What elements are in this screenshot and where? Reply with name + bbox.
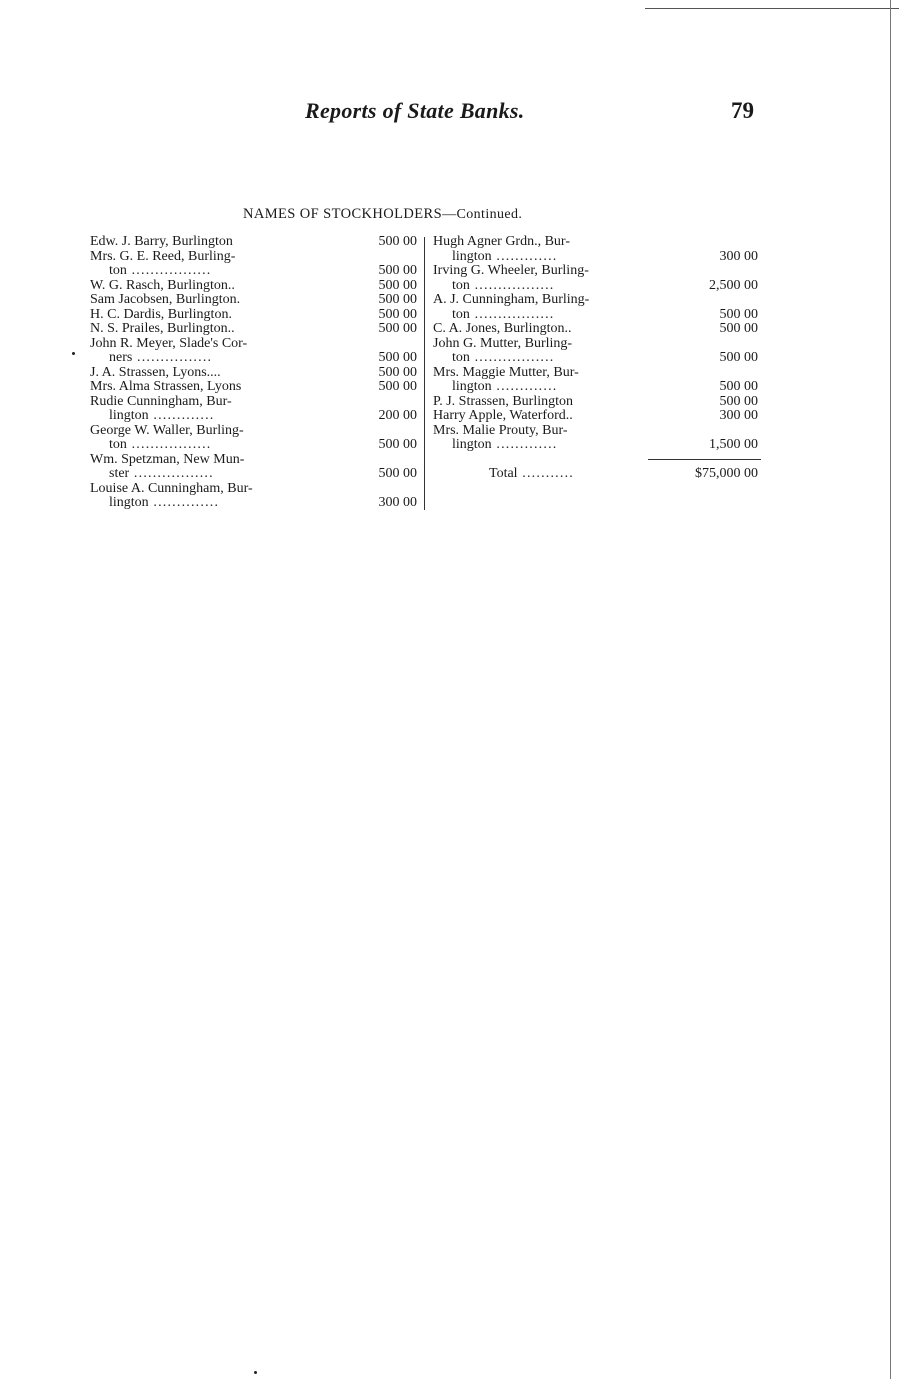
stockholder-row [90,308,420,323]
stockholder-row [90,235,420,250]
stockholder-row [433,264,763,279]
stockholder-name [433,264,589,279]
stockholder-name-text: lington [452,379,492,394]
stockholder-name [90,453,244,468]
page-number: 79 [731,98,754,123]
stockholder-name [90,322,235,337]
dot-leader: ................. [126,437,212,452]
stockholder-row [433,293,763,308]
stockholder-row [90,438,420,453]
print-speck [72,352,75,355]
stockholder-name-text: Sam Jacobsen, Burlington. [90,292,241,307]
dot-leader: ................. [129,466,214,481]
stockholder-name [433,235,570,250]
stockholder-name-text: Harry Apple, Waterford.. [433,408,573,423]
page-edge-right [890,0,891,1379]
total-row [433,467,763,482]
stockholder-name [452,279,555,294]
stockholder-name [433,424,568,439]
stockholder-row [433,235,763,250]
stockholder-row [433,380,763,395]
stockholder-name [433,366,579,381]
stock-amount: 500 00 [378,292,417,307]
stockholder-row [90,467,420,482]
stockholder-name-text: Mrs. Alma Strassen, Lyons [90,379,242,394]
stock-amount: 500 00 [719,393,758,409]
stockholder-name-text: lington [109,495,149,510]
stockholder-name [90,279,235,294]
total-label [489,467,574,482]
stock-amount: 300 00 [719,248,758,264]
stockholder-row [90,351,420,366]
stock-amount: 1,500 00 [709,437,758,452]
stock-amount: 500 00 [378,466,417,481]
dot-leader: .............. [148,495,220,510]
stockholder-name-text: lington [109,408,149,423]
stockholder-name-text: Mrs. Maggie Mutter, Bur- [433,364,579,380]
stockholder-name [452,351,555,366]
stockholder-name [109,438,212,453]
stockholder-name-text: Mrs. Malie Prouty, Bur- [433,422,568,438]
stockholder-row [433,279,763,294]
stockholder-row [90,453,420,468]
stockholder-row [433,409,763,424]
stockholder-name-text: Louise A. Cunningham, Bur- [90,480,253,496]
stock-amount: 2,500 00 [709,277,758,293]
stockholder-row [90,250,420,265]
stockholder-name-text: N. S. Prailes, Burlington.. [90,321,235,336]
stockholder-name-text: Wm. Spetzman, New Mun- [90,451,245,467]
dot-leader: ............. [491,248,558,264]
stockholder-name-text: ton [452,350,470,365]
stockholder-row [90,482,420,497]
stockholder-name [90,250,235,265]
stock-amount: 300 00 [378,495,417,510]
total-amount: $75,000 00 [695,465,758,481]
stockholder-name-text: John G. Mutter, Burling- [433,335,573,351]
section-heading-suffix: —Continued. [442,207,523,222]
stockholder-row [433,337,763,352]
stockholder-row [433,322,763,337]
stockholder-name-text: ners [109,350,133,365]
stockholder-row [433,438,763,453]
stock-amount: 200 00 [378,408,417,423]
stockholder-name [90,308,232,323]
section-heading-main: NAMES OF STOCKHOLDERS [243,206,443,222]
stockholder-name [109,467,214,482]
stockholder-name-text: lington [452,437,492,452]
stockholder-row [433,308,763,323]
stockholder-row [90,395,420,410]
stockholder-name [433,293,589,308]
stockholder-name [433,337,572,352]
page-edge-top [645,8,899,9]
stockholder-name-text: P. J. Strassen, Burlington [433,393,574,409]
column-divider [424,237,425,510]
stockholder-name [109,264,212,279]
stockholder-name-text: lington [452,248,492,264]
stockholder-name [90,235,233,250]
stockholder-name [109,496,219,511]
stockholder-name [452,380,557,395]
stock-amount: 500 00 [719,306,758,322]
stockholder-name-text: Mrs. G. E. Reed, Burling- [90,248,236,264]
stockholder-name [90,366,221,381]
stock-amount: 500 00 [719,379,758,394]
stockholder-name-text: Irving G. Wheeler, Burling- [433,263,589,278]
stockholder-name-text: ton [452,277,470,293]
stockholder-name-text: Hugh Agner Grdn., Bur- [433,234,570,249]
stockholder-name [452,438,557,453]
stockholder-name-text: George W. Waller, Burling- [90,422,244,438]
stockholder-row [433,366,763,381]
stockholder-name-text: Edw. J. Barry, Burlington [90,234,233,249]
stockholder-name-text: J. A. Strassen, Lyons.... [90,364,221,380]
stockholder-row [433,250,763,265]
stockholder-name [109,351,212,366]
total-rule [648,459,761,460]
stock-amount: 500 00 [378,379,417,394]
stockholder-row [433,424,763,439]
stock-amount: 500 00 [719,321,758,336]
dot-leader: ........... [517,465,574,481]
stockholder-row [90,279,420,294]
stockholder-name-text: W. G. Rasch, Burlington.. [90,277,235,293]
stockholder-name-text: ton [109,263,127,278]
stockholder-name-text: ster [109,466,130,481]
stockholders-right-column [433,235,763,481]
dot-leader: ................. [469,306,555,322]
stock-amount: 500 00 [378,263,417,278]
section-heading [243,206,522,223]
dot-leader: ................. [469,277,555,293]
stock-amount: 500 00 [378,321,417,336]
stock-amount: 500 00 [378,277,417,293]
running-title: Reports of State Banks. [305,98,525,123]
dot-leader: ............. [491,437,558,452]
stockholder-row [90,409,420,424]
print-speck [254,1371,257,1374]
stockholder-name [433,409,573,424]
stockholder-row [90,264,420,279]
stock-amount: 500 00 [378,306,417,322]
stockholder-row [90,424,420,439]
dot-leader: ............. [491,379,558,394]
stockholder-name [433,322,571,337]
stockholder-name [452,308,555,323]
stockholder-row [90,366,420,381]
stockholder-name [433,395,573,410]
stock-amount: 500 00 [378,437,417,452]
dot-leader: ................ [132,350,213,365]
stockholder-name [109,409,214,424]
dot-leader: ............. [148,408,215,423]
dot-leader: ................. [126,263,212,278]
stockholder-name [90,380,241,395]
stockholder-row [90,293,420,308]
stockholder-name-text: Rudie Cunningham, Bur- [90,393,232,409]
stockholder-name [90,482,253,497]
stockholder-name [90,424,244,439]
stockholders-left-column [90,235,420,511]
stock-amount: 500 00 [378,364,417,380]
stockholder-row [90,337,420,352]
stockholder-name [90,337,247,352]
stockholder-row [433,395,763,410]
stockholder-row [433,351,763,366]
stockholder-name-text: John R. Meyer, Slade's Cor- [90,335,248,351]
total-label-text: Total [489,465,518,481]
stockholder-name-text: ton [452,306,470,322]
stockholder-name-text: A. J. Cunningham, Burling- [433,292,590,307]
stock-amount: 500 00 [719,350,758,365]
stockholder-row [90,322,420,337]
stock-amount: 500 00 [378,350,417,365]
stock-amount: 500 00 [378,234,417,249]
stockholder-row [90,496,420,511]
stockholder-name-text: C. A. Jones, Burlington.. [433,321,572,336]
stockholder-name-text: H. C. Dardis, Burlington. [90,306,232,322]
stockholder-name [90,293,240,308]
stockholder-name [452,250,557,265]
stockholder-name [90,395,232,410]
stockholder-row [90,380,420,395]
stock-amount: 300 00 [719,408,758,423]
dot-leader: ................. [469,350,555,365]
stockholder-name-text: ton [109,437,127,452]
